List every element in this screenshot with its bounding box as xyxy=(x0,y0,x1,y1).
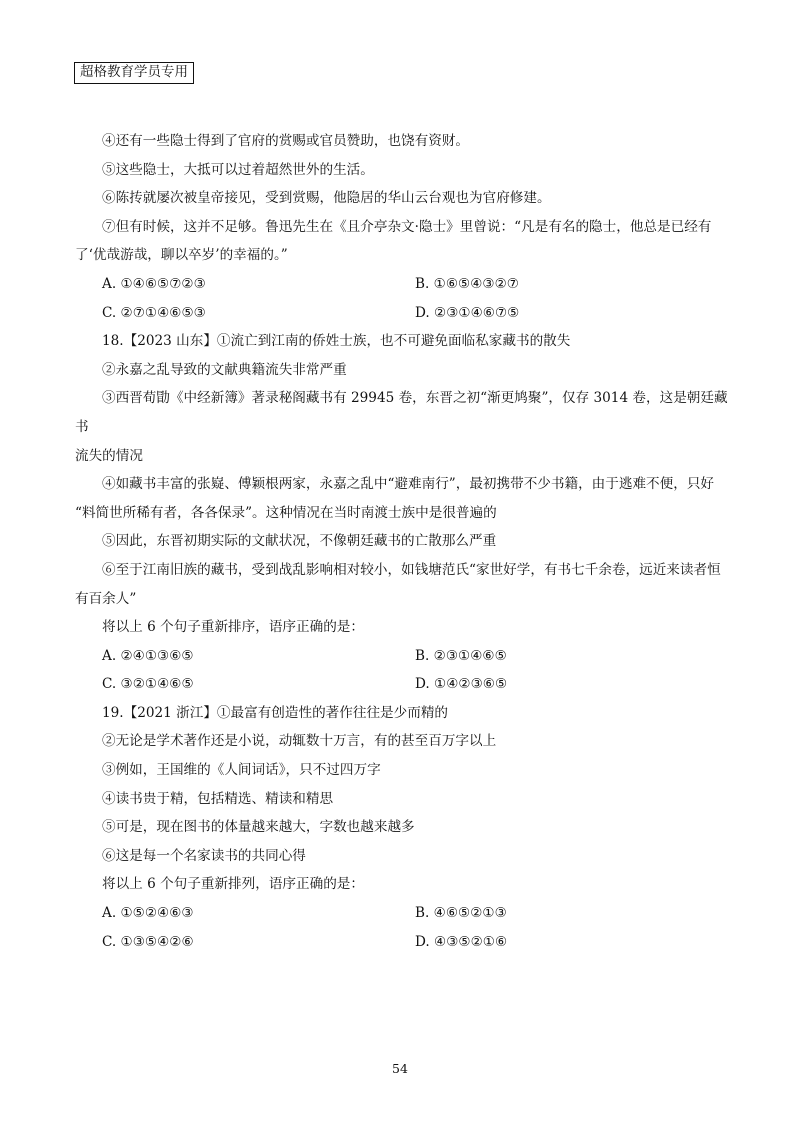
q17-options-row-1 xyxy=(75,270,735,299)
q18-option-c: C. ③②①④⑥⑤ xyxy=(102,676,194,693)
q17-option-a: A. ①④⑥⑤⑦②③ xyxy=(102,275,206,292)
header-label: 超格教育学员专用 xyxy=(74,62,194,84)
q19-option-b: B. ④⑥⑤②①③ xyxy=(415,905,507,922)
q18-sentence-4-line-2: “料简世所稀有者，各各保录”。这种情况在当时南渡士族中是很普遍的 xyxy=(75,504,497,521)
page-number: 54 xyxy=(392,1061,408,1076)
q19-option-a: A. ①⑤②④⑥③ xyxy=(102,905,194,922)
q19-options-row-2 xyxy=(75,928,735,957)
q17-options-row-2 xyxy=(75,299,735,328)
q18-sentence-3-line-1: ③西晋荀勖《中经新簿》著录秘阁藏书有 29945 卷，东晋之初“渐更鸠聚”，仅存 3014 卷，这是朝廷藏书 xyxy=(75,390,728,435)
q17-sentence-6: ⑥陈抟就屡次被皇帝接见，受到赏赐，他隐居的华山云台观也为官府修建。 xyxy=(102,190,551,207)
q17-sentence-5: ⑤这些隐士，大抵可以过着超然世外的生活。 xyxy=(102,161,374,178)
q18-sentence-4-line-1: ④如藏书丰富的张嶷、傅颖根两家，永嘉之乱中“避难南行”，最初携带不少书籍，由于逃难不便，只好 xyxy=(102,476,715,493)
q19-title: 19.【2021 浙江】①最富有创造性的著作往往是少而精的 xyxy=(102,704,449,721)
q19-option-c: C. ①③⑤④②⑥ xyxy=(102,933,194,950)
q17-option-c: C. ②⑦①④⑥⑤③ xyxy=(102,304,206,321)
q19-sentence-6: ⑥这是每一个名家读书的共同心得 xyxy=(102,847,306,864)
q18-sentence-6-line-2: 有百余人” xyxy=(75,590,137,607)
document-body xyxy=(75,127,735,956)
q18-prompt: 将以上 6 个句子重新排序，语序正确的是： xyxy=(102,619,364,636)
q18-sentence-5: ⑤因此，东晋初期实际的文献状况，不像朝廷藏书的亡散那么严重 xyxy=(102,533,497,550)
q19-sentence-2: ②无论是学术著作还是小说，动辄数十万言，有的甚至百万字以上 xyxy=(102,733,497,750)
q18-option-d: D. ①④②③⑥⑤ xyxy=(415,676,508,693)
q17-sentence-4: ④还有一些隐士得到了官府的赏赐或官员赞助，也饶有资财。 xyxy=(102,133,470,149)
q19-sentence-3: ③例如，王国维的《人间词话》，只不过四万字 xyxy=(102,762,381,779)
q18-sentence-3-line-2: 流失的情况 xyxy=(75,447,143,464)
q19-sentence-5: ⑤可是，现在图书的体量越来越大，字数也越来越多 xyxy=(102,819,415,836)
q17-option-d: D. ②③①④⑥⑦⑤ xyxy=(415,304,520,321)
q18-sentence-6-line-1: ⑥至于江南旧族的藏书，受到战乱影响相对较小，如钱塘范氏“家世好学，有书七千余卷，远近来读者恒 xyxy=(102,561,721,578)
q17-sentence-7-line-2: 了‘优哉游哉，聊以卒岁’的幸福的。” xyxy=(75,247,288,264)
q19-option-d: D. ④③⑤②①⑥ xyxy=(415,933,508,950)
q18-title: 18.【2023 山东】①流亡到江南的侨姓士族，也不可避免面临私家藏书的散失 xyxy=(102,333,571,350)
q18-option-a: A. ②④①③⑥⑤ xyxy=(102,647,194,664)
q19-sentence-4: ④读书贵于精，包括精选、精读和精思 xyxy=(102,790,334,807)
q18-options-row-1 xyxy=(75,642,735,671)
q18-option-b: B. ②③①④⑥⑤ xyxy=(415,647,507,664)
q18-options-row-2 xyxy=(75,670,735,699)
q17-option-b: B. ①⑥⑤④③②⑦ xyxy=(415,275,519,292)
q18-sentence-2: ②永嘉之乱导致的文献典籍流失非常严重 xyxy=(102,361,347,378)
q19-prompt: 将以上 6 个句子重新排列，语序正确的是： xyxy=(102,876,364,893)
q19-options-row-1 xyxy=(75,899,735,928)
q17-sentence-7-line-1: ⑦但有时候，这并不足够。鲁迅先生在《且介亭杂文·隐士》里曾说：“凡是有名的隐士，他总是已经有 xyxy=(102,218,712,235)
